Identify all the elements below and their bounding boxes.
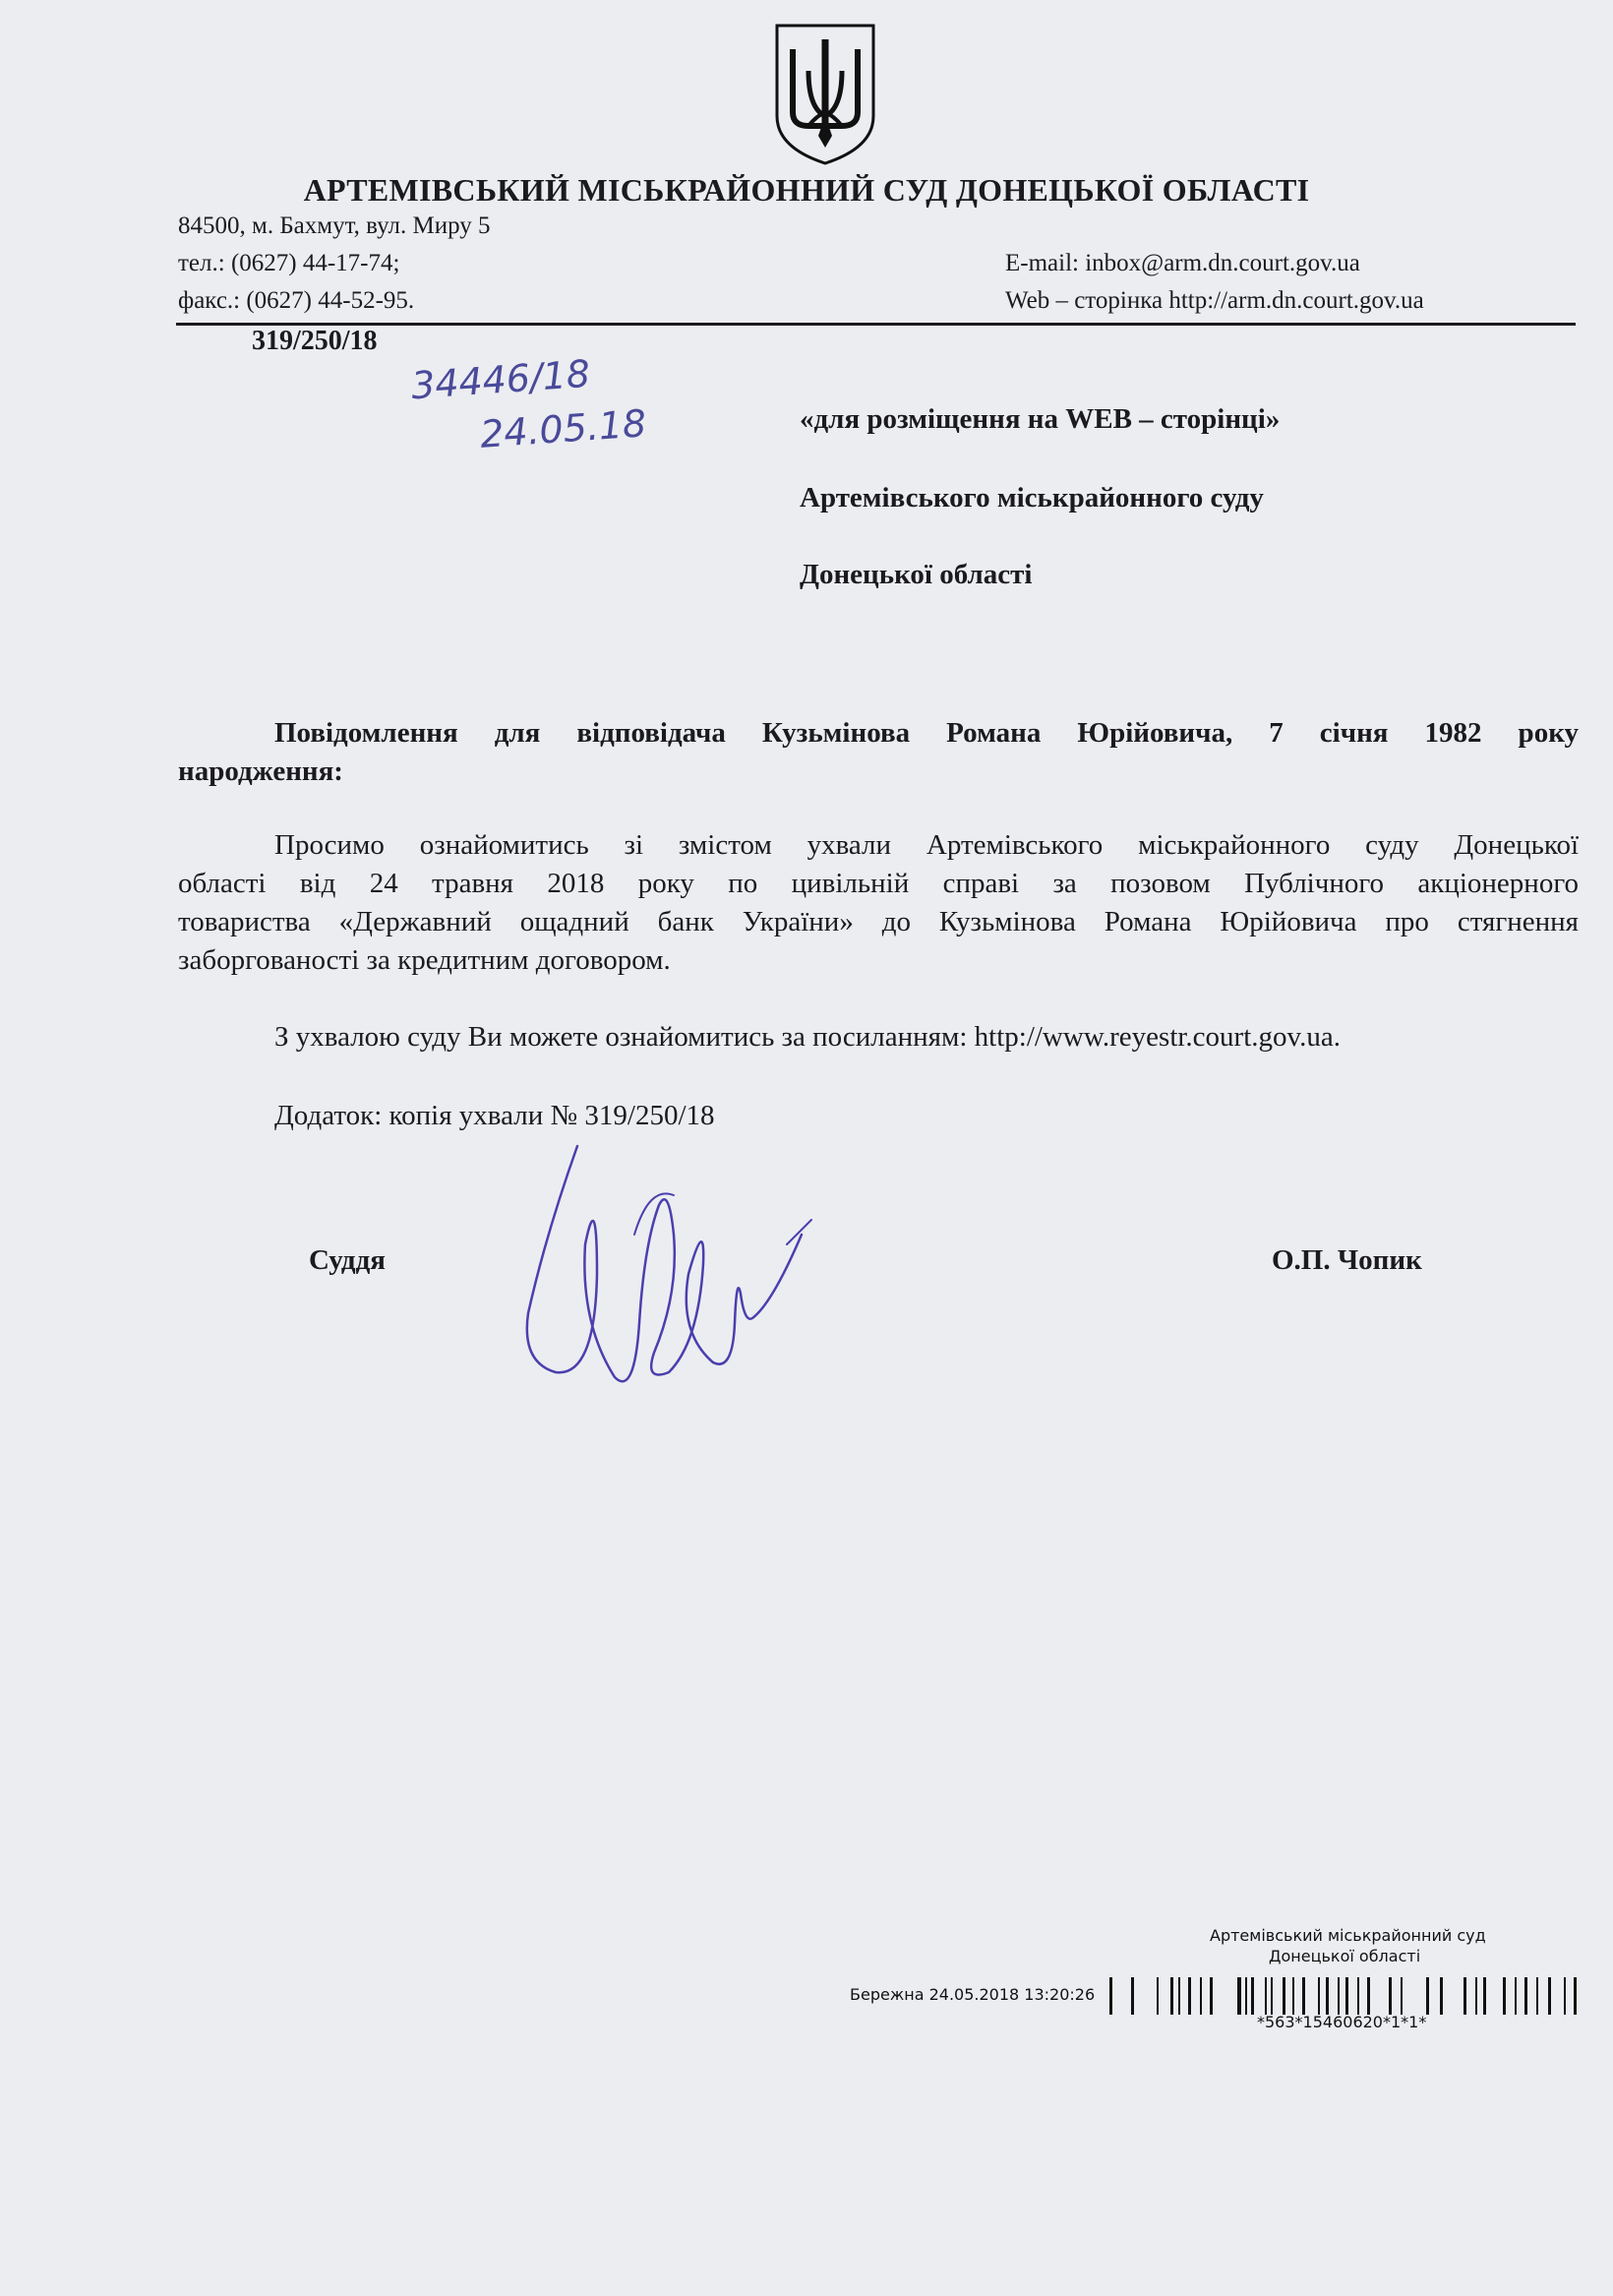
attachment-line: Додаток: копія ухвали № 319/250/18 [274, 1100, 715, 1131]
court-phone: тел.: (0627) 44-17-74; [178, 250, 400, 276]
signature-role: Суддя [309, 1244, 386, 1276]
handwritten-signature [487, 1126, 821, 1402]
notice-body-line-2: області від 24 травня 2018 року по цивільній справі за позовом Публічного акціонерного [178, 868, 1579, 899]
coat-of-arms-icon [769, 22, 881, 167]
court-name: АРТЕМІВСЬКИЙ МІСЬКРАЙОННИЙ СУД ДОНЕЦЬКОЇ ОБЛАСТІ [303, 172, 1310, 208]
notice-body-line-3: товариства «Державний ощадний банк України» до Кузьмінова Романа Юрійовича про стягнення [178, 906, 1579, 937]
notice-heading-line-2: народження: [178, 755, 343, 787]
court-address: 84500, м. Бахмут, вул. Миру 5 [178, 212, 491, 239]
notice-body-line-4: заборгованості за кредитним договором. [178, 944, 671, 976]
court-email: E-mail: inbox@arm.dn.court.gov.ua [1005, 250, 1360, 276]
court-fax: факс.: (0627) 44-52-95. [178, 287, 415, 314]
stamp-court-line-2: Донецької області [1269, 1947, 1421, 1965]
handwritten-registration-date: 24.05.18 [478, 401, 648, 456]
handwritten-registration-number: 34446/18 [409, 351, 592, 408]
addressee-line-2: Артемівського міськрайонного суду [800, 482, 1264, 514]
notice-link-line: З ухвалою суду Ви можете ознайомитись за посиланням: http://www.reyestr.court.gov.ua. [274, 1021, 1342, 1053]
notice-body-line-1: Просимо ознайомитись зі змістом ухвали Артемівського міськрайонного суду Донецької [274, 829, 1579, 861]
header-divider [176, 323, 1576, 326]
addressee-line-1: «для розміщення на WEB – сторінці» [800, 403, 1281, 435]
court-website: Web – сторінка http://arm.dn.court.gov.ua [1005, 287, 1424, 314]
barcode-text: *563*15460620*1*1* [1257, 2013, 1427, 2031]
stamp-registrar: Бережна 24.05.2018 13:20:26 [850, 1985, 1096, 2004]
document-number: 319/250/18 [252, 326, 378, 356]
stamp-court-line-1: Артемівський міськрайонний суд [1210, 1926, 1486, 1945]
notice-heading-line-1: Повідомлення для відповідача Кузьмінова Романа Юрійовича, 7 січня 1982 року [274, 717, 1579, 749]
barcode [1109, 1977, 1585, 2015]
signature-name: О.П. Чопик [1272, 1244, 1422, 1276]
addressee-line-3: Донецької області [800, 559, 1033, 590]
